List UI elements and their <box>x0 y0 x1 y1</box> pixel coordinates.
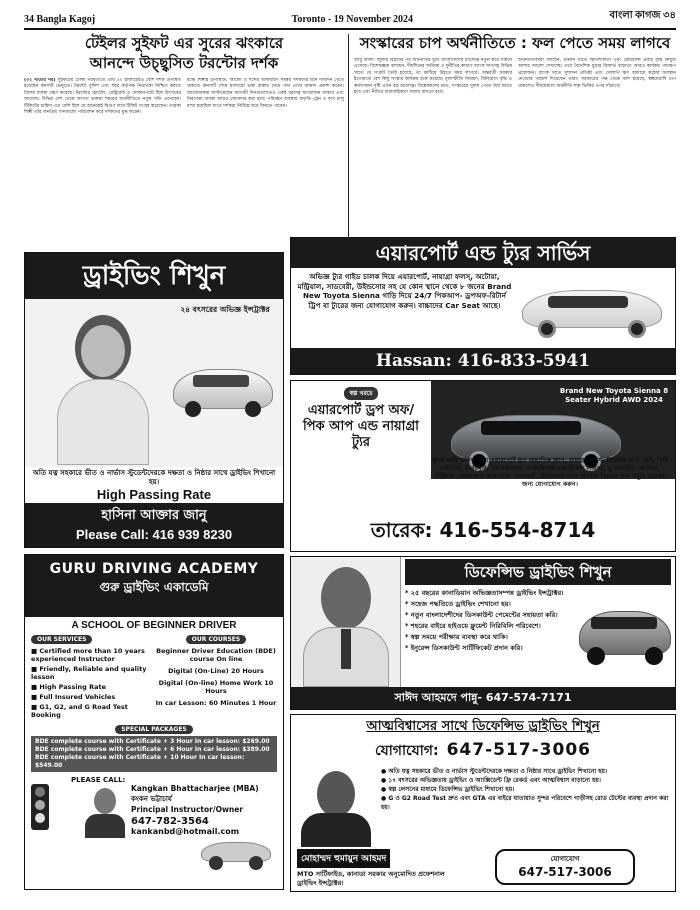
ad-airport-phone: Hassan: 416-833-5941 <box>291 348 675 374</box>
ad-guru-academy <box>24 554 284 890</box>
list-item: * স্বল্প সময়ে পরীক্ষার ব্যবস্থা করে থাকি। <box>405 633 508 641</box>
ad-guru-courses-heading: OUR COURSES <box>186 635 246 644</box>
list-item: ■ Friendly, Reliable and quality lesson <box>31 665 147 681</box>
story-economy-col2: অর্থনীতিবিদরা বলছেন, রপ্তানি খাতে স্থিতিশীলতা এবং রেমিট্যান্স প্রবাহ বৃদ্ধি কিছুটা আশার আলো দেখাচ্ছে। তবে বৈদেশিক মুদ্রার রিজার্ভ বাড়াতে আরও কার্যকর পদক্ষেপ প্রয়োজন। ব্যাংক খাতে সুশাসন প্রতিষ্ঠা এবং খেলাপি ঋণ আদায়ে কঠোর অবস্থান নেওয়ার পরামর্শ দিয়েছেন তারা। সরকারের পক্ষ থেকে বলা হয়েছে, স্বল্পমেয়াদি চাপ থাকলেও দীর্ঘমেয়াদে অর্থনীতি শক্ত ভিত্তির ওপর দাঁড়াবে। <box>518 58 676 89</box>
taxi-car-image <box>173 359 273 419</box>
list-item: * ২৫ বছরের কানাডিয়ান অভিজ্ঞতাসম্পন্ন ড্রাইভিং ইন্সট্রাক্টর। <box>405 589 564 597</box>
instructor-photo <box>291 767 381 847</box>
list-item: ■ G1, G2, and G Road Test Booking <box>31 703 128 719</box>
ad-confident-points <box>381 767 675 847</box>
column-divider <box>348 34 349 246</box>
ad-airport-title: এয়ারপোর্ট এন্ড ট্যুর সার্ভিস <box>291 238 675 268</box>
ad-guru-owner-name: Kangkan Bhattacharjee (MBA) <box>131 784 259 793</box>
ad-guru-services <box>31 647 151 719</box>
ad-hasina-name: হাসিনা আক্তার জানু <box>101 508 207 523</box>
ad-hasina-rate: High Passing Rate <box>96 487 212 502</box>
car-silhouette-icon <box>201 842 271 870</box>
ad-airport-text: অভিজ্ঞ ট্যুর গাইড চালক দিয়ে এয়ারপোর্ট, নায়াগ্রা ফলস্‌, অটোয়া, মন্ট্রিয়াল, সাডবেরী, উইন্ডসোর সহ যে কোন স্থানে থেকে ৮ জনের Brand New Toyota Sienna গাড়ি দিয়ে 24/7 পিকআপ- ড্রপঅফ-রিটার্ন ট্রিপ বা ট্যুরের জন্য যোগাযোগ করুন। বাচ্চাদের Car Seat আছে। <box>297 272 512 310</box>
list-item: * নতুন বাংলাদেশীদের ডিসকাউন্ট পেমেন্টের সহায়তা করি। <box>405 611 558 619</box>
story-swift-col2: মঞ্চে শিল্পীর উপস্থিতি, আলো ও শব্দের অসাধারণ সমন্বয় দর্শকদের মনে দীর্ঘদিন গেঁথে থাকবে। কনসার্ট শেষে হাজারো ভক্ত রাস্তায় নেমে গান গেয়ে আনন্দ প্রকাশ করেন। আয়োজকরা জানিয়েছেন আগামী দিনগুলোতেও একই ধরনের আয়োজন থাকবে এবং নিরাপত্তা ব্যবস্থা আরও জোরদার করা হবে। পরিবহন ব্যবস্থায় বাড়তি ট্রেন ও বাস চালু রাখা হয়েছিল যাতে দর্শকরা নির্বিঘ্নে ঘরে ফিরতে পারেন। <box>187 78 344 109</box>
ad-guru-owner-role: Principal Instructor/Owner <box>131 805 244 814</box>
instructor-photo <box>291 557 401 687</box>
story-swift <box>24 34 344 248</box>
ad-dropoff-badge: স্বল্প খরচে <box>344 387 379 400</box>
ad-airport-tour <box>290 237 676 375</box>
list-item: ■ Full Insured Vehicles <box>31 693 116 701</box>
issue-date: Toronto - 19 November 2024 <box>291 14 414 25</box>
paper-name: বাংলা কাগজ ৩৪ <box>609 10 676 21</box>
ad-guru-packages-heading: SPECIAL PACKAGES <box>115 725 193 734</box>
ad-dropoff-car-label: Brand New Toyota Sienna 8 Seater Hybrid AWD 2024 <box>559 387 669 404</box>
list-item: ● অতি যত্ন সহকারে ভীত ও নার্ভাস স্টুডেন্টদেরকে দক্ষতা ও নিষ্ঠার সাথে ড্রাইভিং শিখানো হয়। <box>381 768 608 775</box>
story-swift-lead: (৩২ পাতার পর) <box>24 78 56 83</box>
ad-confident-name: মোহাম্মদ হুমায়ুন আহমদ <box>297 849 390 868</box>
owner-photo <box>85 788 125 838</box>
traffic-light-icon <box>31 784 49 830</box>
ad-dropoff-title: এয়ারপোর্ট ড্রপ অফ/ পিক আপ এন্ড নায়াগ্রা ট্যুর <box>303 403 419 450</box>
ad-confident-desc: MTO সার্টিফাইড, কানাডা সরকার অনুমোদিত প্রফেশনাল ড্রাইভিং ইন্সট্রাক্টর। <box>297 870 445 887</box>
headline-economy: সংস্কারের চাপ অর্থনীতিতে : ফল পেতে সময় লাগবে <box>359 34 671 52</box>
ad-confident-driving <box>290 714 676 892</box>
list-item: * সহেজ পদ্ধতিতে ড্রাইভিং শেখানো হয়। <box>405 600 511 608</box>
ad-defensive-points <box>405 588 575 681</box>
instructor-photo <box>57 315 149 465</box>
ad-hasina-text: অতি যত্ন সহকারে ভীত ও নার্ভাস স্টুডেন্টদেরকে দক্ষতা ও নিষ্ঠার সাথে ড্রাইভিং শিখানো হয়। <box>32 469 276 486</box>
contact-card-phone: 647-517-3006 <box>518 865 612 879</box>
contact-card-label: যোগাযোগ <box>550 855 580 863</box>
contact-card <box>495 849 635 885</box>
ad-guru-title-bn: গুরু ড্রাইভিং একাডেমি <box>99 580 209 594</box>
minivan-image <box>512 272 669 344</box>
ad-guru-tagline: A SCHOOL OF BEGINNER DRIVER <box>71 620 237 631</box>
story-economy-col1: আবু আলী: জুলাই বিপ্লবের পর অর্থনীতির মুখে বাংলাদেশের চ্যালেঞ্জ নতুন করে সামনে এসেছে। বিশেষজ্ঞরা বলছেন, দীর্ঘদিনের অনিয়ম ও দুর্নীতির কারণে ব্যাংক খাতসহ বিভিন্ন খাতে যে সংকট তৈরি হয়েছে, তা কাটিয়ে উঠতে সময় লাগবে। অন্তর্বর্তী সরকার ইতোমধ্যে বেশ কিছু সংস্কার কার্যক্রম শুরু করেছে। মূল্যস্ফীতি নিয়ন্ত্রণ, বিনিয়োগ বৃদ্ধি ও কর্মসংস্থান সৃষ্টি এখন বড় চ্যালেঞ্জ। বিশ্লেষকদের মতে, সংস্কারের সুফল পেতে ধৈর্য ধরতে হবে এবং নীতির ধারাবাহিকতা বজায় রাখতে হবে। <box>354 58 512 96</box>
ad-defensive-title: ডিফেন্সিভ ড্রাইভিং শিখুন <box>405 559 671 585</box>
masthead <box>24 6 676 30</box>
list-item: * ইনুরেন্স ডিসকাউন্ট সার্টিফিকেট প্রদান করি। <box>405 644 523 652</box>
ad-guru-package: BDE complete course with Certificate + 3 Hour In car lesson: $269.00 <box>35 738 270 745</box>
ad-guru-email: kankanbd@hotmail.com <box>131 827 240 836</box>
ad-guru-call-label: PLEASE CALL: <box>71 776 126 784</box>
ad-hasina-title: ড্রাইভিং শিখুন <box>25 253 283 299</box>
ad-dropoff-text: সুদক্ষ গাড়ি চালক দিয়ে এয়ারপোর্ট ড্রপ অফ/পিক আপ, নায়াগ্রা ফলস্‌, টরন্টোর বেস্ট প্লেস, সিটি সাইটসিং, টবেরমুরি, ওয়াটারফল্‌স, সাফারিপার্ক (আফ্রিকান লায়ন), ব্লু মাউন্টেন, অটোয়া, মন্ট্রিয়াল, থাউজেন্ড আয়ল্যান্ড, সাডবেরী, উইন্ডসোর এবং অন্যান্য বিখ্যাত স্থান সমূহে ভ্রমণের জন্য যোগাযোগ করুন। <box>432 457 668 488</box>
ad-driving-hasina <box>24 252 284 548</box>
ad-dropoff-tour <box>290 380 676 552</box>
ad-dropoff-phone: তারেক: 416-554-8714 <box>370 518 596 542</box>
ad-confident-phone: 647-517-3006 <box>446 740 591 760</box>
ad-hasina-experience: ২৪ বৎসরের অভিজ্ঞ ইন্সট্রাক্টর <box>180 305 270 314</box>
ad-guru-course: Beginner Driver Education (BDE) course On line <box>156 647 276 663</box>
ad-guru-services-heading: OUR SERVICES <box>31 635 92 644</box>
list-item: * শহরের বাইরে হাইওয়ে ফ্লুয়েন্ট নিরিবিলি পরিবেশে। <box>405 622 541 630</box>
ad-confident-title: আত্মবিশ্বাসের সাথে ডিফেন্সিভ ড্রাইভিং শিখুন <box>366 719 600 734</box>
ad-confident-contact-label: যোগাযোগ: <box>375 743 439 759</box>
ad-guru-course: Digital (On-line) Home Work 10 Hours <box>158 679 274 695</box>
list-item: ■ High Passing Rate <box>31 683 107 691</box>
list-item: ● স্বল্প লেসনের মাধ্যমে ডিফেন্সিভ ড্রাইভিং শিখানো হয়। <box>381 786 515 793</box>
story-economy <box>354 34 676 234</box>
list-item: ● G ও G2 Road Test দ্রুত এবং GTA এর বাইরে যাতায়াত সুন্দর পরিবেশে গাড়ীসহ রোড টেস্টের ব্যবস্থা প্রদান করা হয়। <box>381 795 669 811</box>
list-item: ■ Certified more than 10 years experienced Instructor <box>31 647 145 663</box>
ad-defensive-driving <box>290 556 676 710</box>
suv-image <box>575 585 671 681</box>
ad-hasina-phone: Please Call: 416 939 8230 <box>75 527 233 542</box>
ad-guru-package: BDE complete course with Certificate + 10 Hour In car lesson: $549.00 <box>35 754 245 769</box>
headline-swift-1: টেইলর সুইফট এর সুরের ঝংকারে <box>84 34 284 52</box>
ad-guru-title: GURU DRIVING ACADEMY <box>49 561 259 577</box>
headline-swift-2: আনন্দে উচ্ছ্বসিত টরন্টোর দর্শক <box>89 54 279 72</box>
ad-guru-owner-name-bn: কংকন ভট্টাচার্য <box>131 795 172 803</box>
list-item: ● ১৭ বৎসরের অভিজ্ঞতায় ড্রাইভিং ও অ্যাক্সিডেন্ট ফ্রি রেকর্ড এবং আত্মবিশ্বাস বাড়ানো হয়। <box>381 777 601 784</box>
ad-defensive-contact: সাঈদ আহমদে পান্নু- 647-574-7171 <box>291 687 675 709</box>
ad-guru-course: Digital (On-Line) 20 Hours <box>168 667 264 675</box>
ad-guru-phone: 647-782-3564 <box>131 816 209 827</box>
ad-guru-course: In car Lesson: 60 Minutes 1 Hour <box>155 699 277 707</box>
story-swift-col1: (৩২ পাতার পর) সুইফটের টোকা পরবর্তীতে প্রায় ৫০ হাজারেরও বেশি দর্শক উপস্থিত হয়েছেন কনসার্ট ভেন্যুতে। টরন্টো পুলিশ এবং শহর কর্তৃপক্ষ নিরাপত্তা নিশ্চিত করতে বিশেষ ব্যবস্থা গ্রহণ করেছে। টরন্টোর হোটেল, রেস্টুরেন্ট ও দোকানপাটে ছিল উৎসবের আমেজ। বিভিন্ন দেশ থেকে আগত ভক্তরা শহরের অর্থনীতিতে নতুন গতি এনেছেন। টিকিটের চাহিদা এত বেশি ছিল যে অনেকেই দ্বিগুণ দামে টিকিট সংগ্রহ করেছেন। তারকা শিল্পী তাঁর জনপ্রিয় গানগুলো পরিবেশন করে দর্শকদের মুগ্ধ করেন। <box>24 78 181 116</box>
page-number: 34 Bangla Kagoj <box>24 14 96 25</box>
ad-guru-package: BDE complete course with Certificate + 6 Hour In car lesson: $389.00 <box>35 746 270 753</box>
